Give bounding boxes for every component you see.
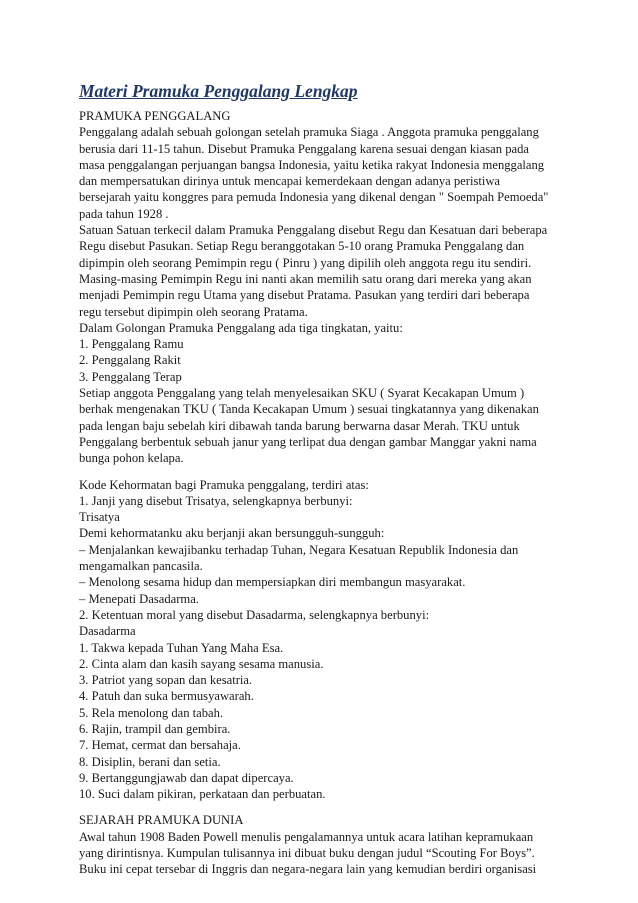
text-line: 7. Hemat, cermat dan bersahaja.	[79, 738, 241, 753]
text-line: Dasadarma	[79, 624, 136, 639]
text-line: masa penggalangan perjuangan bangsa Indonesia, yaitu ketika rakyat Indonesia menggalang	[79, 157, 545, 172]
text-line: Dalam Golongan Pramuka Penggalang ada tiga tingkatan, yaitu:	[79, 320, 403, 335]
paragraph-gap	[79, 802, 561, 812]
text-line: 5. Rela menolong dan tabah.	[79, 705, 224, 720]
text-line: – Menolong sesama hidup dan mempersiapkan diri membangun masyarakat.	[79, 575, 466, 590]
text-line: 2. Penggalang Rakit	[79, 353, 181, 368]
text-block	[79, 108, 561, 467]
text-block	[79, 477, 561, 803]
text-line: 3. Penggalang Terap	[79, 369, 182, 384]
text-line: Demi kehormatanku aku berjanji akan bersungguh-sungguh:	[79, 526, 385, 541]
text-line: Penggalang berbentuk sebuah janur yang terlipat dua dengan gambar Manggar yakni nama	[79, 434, 537, 449]
document-title: Materi Pramuka Penggalang Lengkap	[79, 81, 358, 101]
paragraph-gap	[79, 467, 561, 477]
text-line: 10. Suci dalam pikiran, perkataan dan perbuatan.	[79, 787, 326, 802]
text-line: pada tahun 1928 .	[79, 206, 169, 221]
text-line: regu tersebut dipimpin oleh seorang Pratama.	[79, 304, 308, 319]
text-line: Penggalang adalah sebuah golongan setelah pramuka Siaga . Anggota pramuka penggalang	[79, 125, 539, 140]
text-line: berhak mengenakan TKU ( Tanda Kecakapan Umum ) sesuai tingkatannya yang dikenakan	[79, 402, 539, 417]
text-line: Awal tahun 1908 Baden Powell menulis pengalamannya untuk acara latihan kepramukaan	[79, 829, 534, 844]
text-line: 3. Patriot yang sopan dan kesatria.	[79, 673, 253, 688]
text-line: Buku ini cepat tersebar di Inggris dan negara-negara lain yang kemudian berdiri organisasi	[79, 862, 537, 877]
text-line: Satuan Satuan terkecil dalam Pramuka Penggalang disebut Regu dan Kesatuan dari beberapa	[79, 223, 548, 238]
text-line: 1. Janji yang disebut Trisatya, selengkapnya berbunyi:	[79, 493, 353, 508]
text-line: – Menepati Dasadarma.	[79, 591, 199, 606]
text-line: 9. Bertanggungjawab dan dapat dipercaya.	[79, 770, 294, 785]
text-line: berusia dari 11-15 tahun. Disebut Pramuka Penggalang karena sesuai dengan kiasan pada	[79, 141, 529, 156]
text-line: dan mempersatukan dirinya untuk mencapai kemerdekaan dengan adanya peristiwa	[79, 174, 501, 189]
text-line: 1. Takwa kepada Tuhan Yang Maha Esa.	[79, 640, 284, 655]
text-line: menjadi Pemimpin regu Utama yang disebut Pratama. Pasukan yang terdiri dari beberapa	[79, 288, 530, 303]
document-page	[79, 80, 561, 878]
section-heading-line: Kode Kehormatan bagi Pramuka penggalang, terdiri atas:	[79, 477, 369, 492]
text-line: dipimpin oleh seorang Pemimpin regu ( Pinru ) yang dipilih oleh anggota regu itu sendiri.	[79, 255, 532, 270]
text-line: – Menjalankan kewajibanku terhadap Tuhan, Negara Kesatuan Republik Indonesia dan	[79, 542, 519, 557]
text-line: bersejarah yaitu konggres para pemuda Indonesia yang dikenal dengan " Soempah Pemoeda"	[79, 190, 549, 205]
section-heading-line: SEJARAH PRAMUKA DUNIA	[79, 813, 244, 828]
text-line: Masing-masing Pemimpin Regu ini nanti akan memilih satu orang dari mereka yang akan	[79, 271, 532, 286]
text-line: 2. Cinta alam dan kasih sayang sesama manusia.	[79, 656, 324, 671]
document-body	[79, 108, 561, 878]
text-line: 4. Patuh dan suka bermusyawarah.	[79, 689, 254, 704]
text-line: yang dirintisnya. Kumpulan tulisannya ini dibuat buku dengan judul “Scouting For Boys”.	[79, 846, 535, 861]
text-line: 2. Ketentuan moral yang disebut Dasadarma, selengkapnya berbunyi:	[79, 607, 430, 622]
text-line: mengamalkan pancasila.	[79, 559, 203, 574]
text-line: 6. Rajin, trampil dan gembira.	[79, 721, 231, 736]
text-line: PRAMUKA PENGGALANG	[79, 109, 231, 123]
text-line: pada lengan baju sebelah kiri dibawah tanda barung berwarna dasar Merah. TKU untuk	[79, 418, 520, 433]
text-line: Setiap anggota Penggalang yang telah menyelesaikan SKU ( Syarat Kecakapan Umum )	[79, 386, 525, 401]
text-line: 8. Disiplin, berani dan setia.	[79, 754, 221, 769]
text-block	[79, 812, 561, 877]
text-line: Regu disebut Pasukan. Setiap Regu beranggotakan 5-10 orang Pramuka Penggalang dan	[79, 239, 525, 254]
text-line: bunga pohon kelapa.	[79, 451, 184, 466]
text-line: Trisatya	[79, 510, 120, 525]
text-line: 1. Penggalang Ramu	[79, 337, 184, 352]
